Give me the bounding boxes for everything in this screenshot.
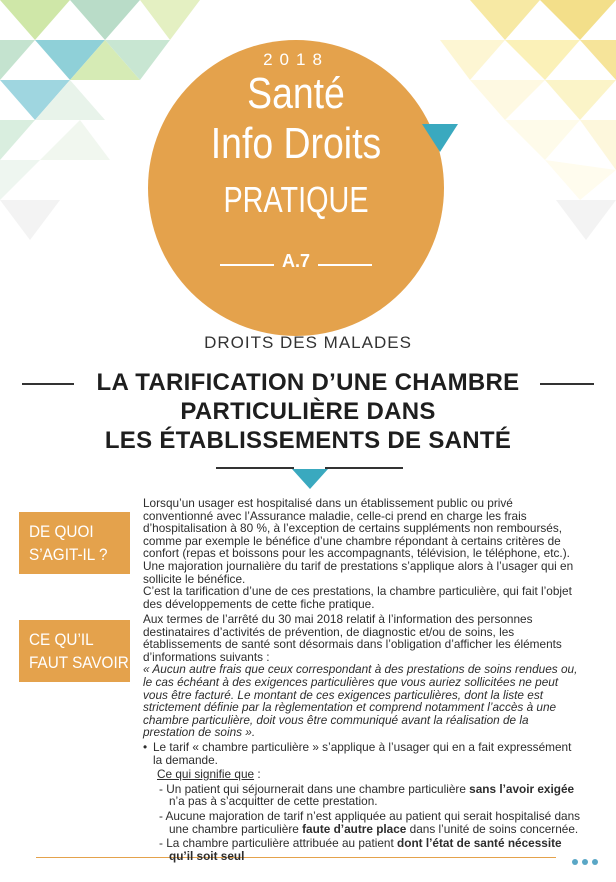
dash-item-1 [143,783,583,808]
dash-item-3 [143,837,583,862]
dash-1-text: - Un patient qui séjournerait dans une chambre particulière [159,781,470,796]
section-savoir [143,613,583,862]
dash-item-2 [143,810,583,835]
title-badge [148,40,444,336]
savoir-paragraph: Aux termes de l’arrêté du 30 mai 2018 relatif à l’information des personnes destinataires d’activités de prévention, de diagnostic et/ou de soins, les établissements de santé sont désormais dans l’obligation d’afficher les éléments d’informations suivants : [143,612,562,664]
section-label: DROITS DES MALADES [204,333,412,352]
badge-subtitle: PRATIQUE [223,179,369,220]
dot-3 [592,859,598,865]
divider-arrow-icon [292,469,328,491]
title-line3: LES ÉTABLISSEMENTS DE SANTÉ [104,427,512,454]
dash-2-bold: faute d’autre place [302,821,407,836]
subheading-colon: : [254,767,261,782]
intro-paragraph: Lorsqu’un usager est hospitalisé dans un établissement public ou privé conventionné avec l’Assurance maladie, celle-ci prend en charge les frais d’hospitalisation à 80 %, à l’exception de certains suppléments non remboursés, comme par exemple le bénéfice d’une chambre répondant à certains critères de confort (repas et boissons pour les accompagnants, télévision, le téléphone, etc.). Une majoration journalière du tarif de prestations s’applique alors à l’usager qui en sollicite le bénéfice. [143,496,574,586]
intro-paragraph-2: C’est la tarification d’une de ces prestations, la chambre particulière, qui fait l’objet des développements de cette fiche pratique. [143,584,572,611]
dash-2-end: dans l’unité de soins concernée. [406,821,579,836]
box-ce-quil [19,620,130,682]
box-de-quoi [19,512,130,574]
badge-year: 2018 [263,50,329,69]
badge-title-line1: Santé [247,69,345,118]
dash-3-text: - La chambre particulière attribuée au patient [159,836,398,851]
box-de-quoi-line2: S’AGIT-IL ? [29,545,108,564]
divider-right [325,467,403,469]
box-ce-quil-line1: CE QU’IL [29,630,94,649]
dash-1-bold: sans l’avoir exigée [469,781,575,796]
title-line2: PARTICULIÈRE DANS [180,398,436,425]
box-ce-quil-line2: FAUT SAVOIR [29,653,129,672]
box-de-quoi-line1: DE QUOI [29,522,94,541]
dash-2-text: - Aucune majoration de tarif n’est appliquée au patient qui serait hospitalisé dans une chambre particulière [159,808,581,836]
section-intro [143,497,583,610]
badge-title-line2: Info Droits [210,119,382,168]
divider-left [216,467,294,469]
quote-paragraph: « Aucun autre frais que ceux correspondant à des prestations de soins rendues ou, le cas échéant à des exigences particulières que vous auriez sollicitées ne peut vous être facturé. Le montant de ces exigences particulières, dont la liste est strictement définie par la règlementation et comprend notamment l’accès à une chambre particulière, doit vous être communiqué avant la réalisation de la prestation de soins ». [143,662,578,740]
badge-arrow-icon [420,120,460,154]
dash-3-bold: dont l’état de santé nécessite qu’il soit seul [169,836,562,863]
badge-code: A.7 [281,251,310,271]
page-title [0,368,616,455]
subheading-text: Ce qui signifie que [157,767,255,782]
dash-1-end: n’a pas à s’acquitter de cette prestation. [169,794,378,809]
badge-dash-right [318,264,372,266]
title-line1: LA TARIFICATION D’UNE CHAMBRE [96,369,520,396]
subheading [143,768,583,781]
bullet-item: • Le tarif « chambre particulière » s’applique à l’usager qui en a fait expressément la demande. [143,741,583,766]
